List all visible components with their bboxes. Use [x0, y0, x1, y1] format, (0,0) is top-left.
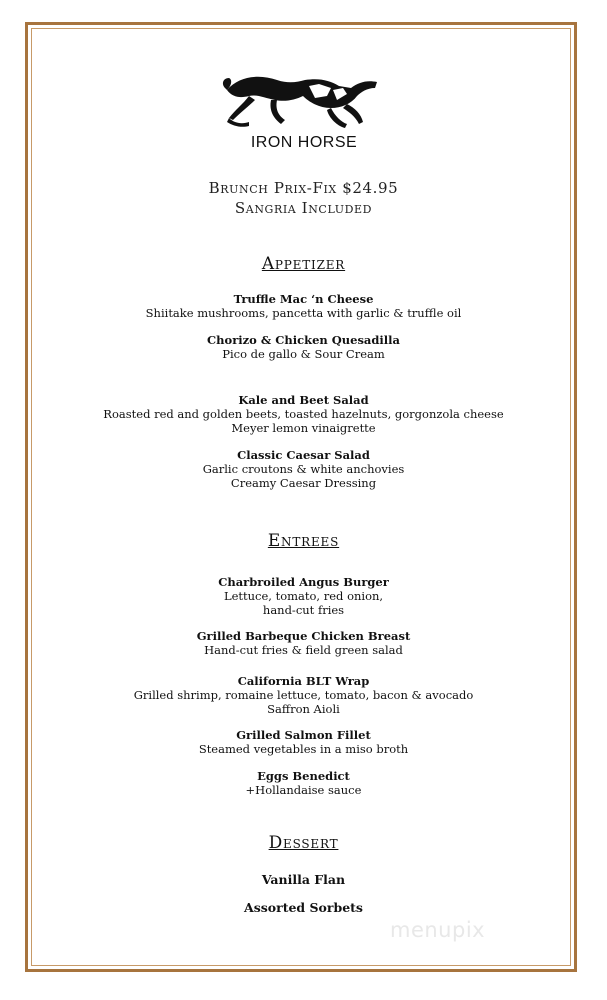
- item-description: Steamed vegetables in a miso broth: [198, 742, 409, 756]
- item-description: Hand-cut fries & field green salad: [204, 643, 403, 657]
- prix-fix-title: Brunch Prix-Fix $24.95: [208, 179, 399, 197]
- item-name: Kale and Beet Salad: [238, 393, 369, 407]
- item-description: Pico de gallo & Sour Cream: [222, 347, 385, 361]
- section-title-dessert: Dessert: [268, 833, 339, 853]
- item-description: hand-cut fries: [262, 603, 345, 617]
- menu-item: [0, 292, 607, 320]
- dessert-item: Vanilla Flan: [261, 872, 346, 887]
- item-name: Grilled Barbeque Chicken Breast: [196, 629, 411, 643]
- item-description: Roasted red and golden beets, toasted hazelnuts, gorgonzola cheese: [103, 407, 504, 421]
- item-name: Chorizo & Chicken Quesadilla: [207, 333, 400, 347]
- item-description: Shiitake mushrooms, pancetta with garlic & truffle oil: [145, 306, 462, 320]
- section-title-appetizer: Appetizer: [261, 254, 346, 274]
- item-name: Eggs Benedict: [257, 769, 350, 783]
- menu-inner-border: [31, 28, 571, 966]
- item-description: Lettuce, tomato, red onion,: [223, 589, 384, 603]
- item-description: Meyer lemon vinaigrette: [231, 421, 376, 435]
- menu-item: [0, 769, 607, 797]
- menu-item: [0, 728, 607, 756]
- item-description: Grilled shrimp, romaine lettuce, tomato, bacon & avocado: [133, 688, 474, 702]
- item-name: Charbroiled Angus Burger: [218, 575, 389, 589]
- item-name: Classic Caesar Salad: [237, 448, 370, 462]
- logo-text: IRON HORSE: [250, 134, 358, 151]
- menu-item: [0, 333, 607, 361]
- watermark-logo: menupix: [390, 918, 486, 942]
- iron-horse-logo: [219, 66, 389, 158]
- item-description: +Hollandaise sauce: [245, 783, 362, 797]
- menu-item: [0, 393, 607, 435]
- section-title-entrees: Entrees: [267, 531, 340, 551]
- item-description: Saffron Aioli: [267, 702, 340, 716]
- menu-item: [0, 629, 607, 657]
- item-description: Creamy Caesar Dressing: [230, 476, 377, 490]
- item-name: Truffle Mac ‘n Cheese: [233, 292, 374, 306]
- item-description: Garlic croutons & white anchovies: [202, 462, 405, 476]
- menu-item: [0, 575, 607, 617]
- horse-logo-icon: [219, 66, 389, 136]
- sangria-subtitle: Sangria Included: [234, 199, 373, 217]
- menu-border: [25, 22, 577, 972]
- menu-item: [0, 448, 607, 490]
- dessert-item: Assorted Sorbets: [244, 900, 363, 915]
- item-name: Grilled Salmon Fillet: [236, 728, 371, 742]
- item-name: California BLT Wrap: [237, 674, 370, 688]
- menu-item: [0, 674, 607, 716]
